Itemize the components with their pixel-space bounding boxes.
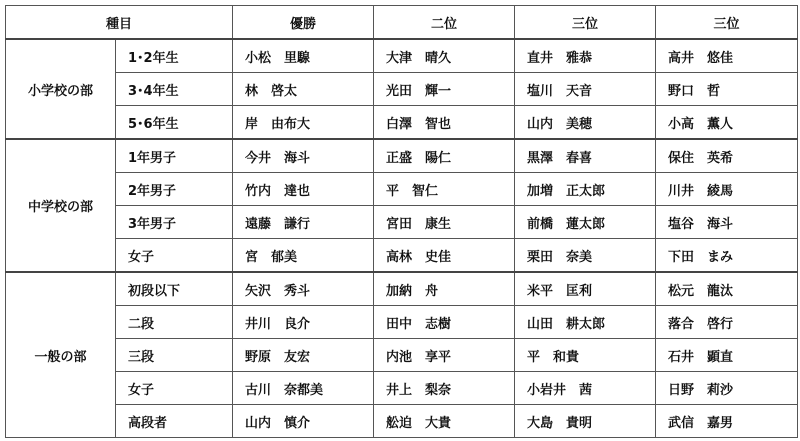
second-place-cell: 白澤 智也: [374, 106, 515, 140]
table-row: [6, 39, 798, 73]
third-place-cell: 平 和貴: [515, 339, 656, 372]
third-place-cell: 日野 莉沙: [656, 372, 798, 405]
first-place-cell: 岸 由布大: [233, 106, 374, 140]
second-place-cell: 大津 晴久: [374, 39, 515, 73]
header-category: 種目: [6, 6, 233, 40]
table-row: [6, 272, 798, 306]
second-place-cell: 光田 輝一: [374, 73, 515, 106]
first-place-cell: 古川 奈都美: [233, 372, 374, 405]
table-row: [6, 405, 798, 438]
second-place-cell: 舩迫 大貴: [374, 405, 515, 438]
table-row: [6, 73, 798, 106]
third-place-cell: 塩川 天音: [515, 73, 656, 106]
division-cell: 3年男子: [116, 206, 233, 239]
second-place-cell: 宮田 康生: [374, 206, 515, 239]
division-cell: 3･4年生: [116, 73, 233, 106]
third-place-cell: 米平 匡利: [515, 272, 656, 306]
table-row: [6, 239, 798, 273]
first-place-cell: 竹内 達也: [233, 173, 374, 206]
table-row: [6, 139, 798, 173]
third-place-cell: 大島 貴明: [515, 405, 656, 438]
header-third-place: 三位: [656, 6, 798, 40]
first-place-cell: 今井 海斗: [233, 139, 374, 173]
division-cell: 女子: [116, 239, 233, 273]
division-cell: 高段者: [116, 405, 233, 438]
third-place-cell: 武信 嘉男: [656, 405, 798, 438]
third-place-cell: 下田 まみ: [656, 239, 798, 273]
third-place-cell: 加増 正太郎: [515, 173, 656, 206]
first-place-cell: 林 啓太: [233, 73, 374, 106]
third-place-cell: 山内 美穂: [515, 106, 656, 140]
division-cell: 5･6年生: [116, 106, 233, 140]
first-place-cell: 小松 里騡: [233, 39, 374, 73]
header-second-place: 二位: [374, 6, 515, 40]
third-place-cell: 小高 薫人: [656, 106, 798, 140]
group-label: 小学校の部: [6, 39, 116, 139]
division-cell: 女子: [116, 372, 233, 405]
division-cell: 初段以下: [116, 272, 233, 306]
first-place-cell: 井川 良介: [233, 306, 374, 339]
third-place-cell: 山田 耕太郎: [515, 306, 656, 339]
third-place-cell: 高井 悠佳: [656, 39, 798, 73]
third-place-cell: 直井 雅恭: [515, 39, 656, 73]
third-place-cell: 黒澤 春喜: [515, 139, 656, 173]
division-cell: 三段: [116, 339, 233, 372]
table-row: [6, 306, 798, 339]
third-place-cell: 落合 啓行: [656, 306, 798, 339]
second-place-cell: 高林 史佳: [374, 239, 515, 273]
second-place-cell: 加納 舟: [374, 272, 515, 306]
first-place-cell: 遠藤 謙行: [233, 206, 374, 239]
first-place-cell: 矢沢 秀斗: [233, 272, 374, 306]
third-place-cell: 栗田 奈美: [515, 239, 656, 273]
table-row: [6, 173, 798, 206]
first-place-cell: 野原 友宏: [233, 339, 374, 372]
third-place-cell: 松元 龍汰: [656, 272, 798, 306]
header-first-place: 優勝: [233, 6, 374, 40]
second-place-cell: 正盛 陽仁: [374, 139, 515, 173]
third-place-cell: 前橋 蓮太郎: [515, 206, 656, 239]
third-place-cell: 石井 顕直: [656, 339, 798, 372]
header-row: [6, 6, 798, 40]
third-place-cell: 川井 綾馬: [656, 173, 798, 206]
division-cell: 2年男子: [116, 173, 233, 206]
group-label: 中学校の部: [6, 139, 116, 272]
third-place-cell: 小岩井 茜: [515, 372, 656, 405]
first-place-cell: 山内 慎介: [233, 405, 374, 438]
third-place-cell: 塩谷 海斗: [656, 206, 798, 239]
group-label: 一般の部: [6, 272, 116, 438]
results-table: [5, 5, 798, 438]
division-cell: 1年男子: [116, 139, 233, 173]
third-place-cell: 野口 哲: [656, 73, 798, 106]
first-place-cell: 宮 郁美: [233, 239, 374, 273]
table-row: [6, 372, 798, 405]
division-cell: 二段: [116, 306, 233, 339]
table-row: [6, 339, 798, 372]
second-place-cell: 平 智仁: [374, 173, 515, 206]
second-place-cell: 田中 志樹: [374, 306, 515, 339]
header-third-place: 三位: [515, 6, 656, 40]
table-row: [6, 106, 798, 140]
second-place-cell: 井上 梨奈: [374, 372, 515, 405]
third-place-cell: 保住 英希: [656, 139, 798, 173]
second-place-cell: 内池 享平: [374, 339, 515, 372]
division-cell: 1･2年生: [116, 39, 233, 73]
table-row: [6, 206, 798, 239]
